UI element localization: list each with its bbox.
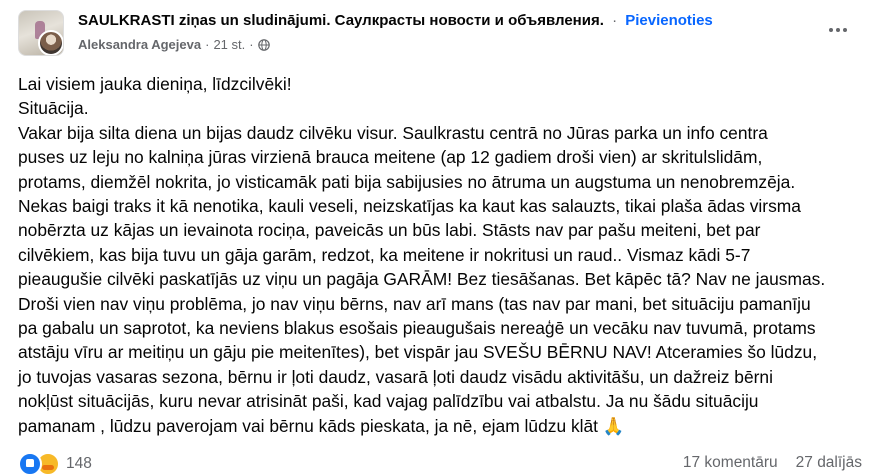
post-text-line: cilvēkiem, kas bija tuvu un gāja garām, redzot, ka meitene ir nokritusi un raud.. Vismaz kādi 5-7 — [18, 244, 751, 265]
group-title-line — [78, 12, 713, 29]
author-avatar[interactable] — [38, 30, 64, 56]
post-text-line: pieaugušie cilvēki paskatījās uz viņu un pagāja GARĀM! Bez tiesāšanas. Bet kāpēc tā? Nav ne jausmas. — [18, 269, 826, 290]
post-time-link[interactable]: 21 st. — [213, 37, 246, 52]
post-text-line: Droši vien nav viņu problēma, jo nav viņu bērns, nav arī mans (tas nav par mani, bet situāciju pamanīju — [18, 293, 811, 314]
post-text-line: nokļūst situācijās, kuru nevar atrisināt paši, kad vajag palīdzību vai atbalstu. Ja nu šādu situāciju — [18, 391, 759, 412]
shares-count-link[interactable]: 27 dalījās — [795, 454, 862, 471]
post-body — [18, 72, 858, 438]
post-text-line: jo tuvojas vasaras sezona, bērnu ir ļoti daudz, vasarā ļoti daudz visādu aktivitāšu, un dažreiz bērni — [18, 366, 773, 387]
group-avatar[interactable] — [18, 10, 64, 56]
post-text-line: Situācija. — [18, 98, 89, 119]
group-name-link[interactable]: SAULKRASTI ziņas un sludinājumi. Саулкрасты новости и объявления. — [78, 12, 604, 29]
join-group-link[interactable]: Pievienoties — [625, 12, 713, 29]
engagement-stats — [683, 454, 862, 472]
separator-dot: · — [612, 12, 618, 29]
post-text-line: Vakar bija silta diena un bijas daudz cilvēku visur. Saulkrastu centrā no Jūras parka un info centra — [18, 122, 768, 143]
like-icon — [18, 452, 42, 476]
post-text-line: Lai visiem jauka dieniņa, līdzcilvēki! — [18, 74, 292, 94]
post-text-line: atstāju vīru ar meitiņu un gāju pie meitenītes), bet vispār jau SVEŠU BĒRNU NAV! Atceramies šo lūdzu, — [18, 342, 818, 363]
author-name-link[interactable]: Aleksandra Agejeva — [78, 37, 202, 52]
post-text-line: pamanam , lūdzu paverojam vai bērnu kāds pieskata, ja nē, ejam lūdzu klāt 🙏 — [18, 415, 625, 436]
post-text-line: nobērzta uz kājas un ievainota rociņa, paveicās un būs labi. Stāsts nav par pašu meiteni, bet par — [18, 220, 761, 241]
meta-separator: · — [249, 37, 254, 52]
comments-count-link[interactable]: 17 komentāru — [682, 454, 778, 471]
post-text-line: protams, diemžēl nokrita, jo visticamāk pati bija sabijusies no ātruma un augstuma un nenobremzēja. — [18, 171, 796, 192]
post-header — [18, 8, 858, 56]
post-text-line: pa gabalu un saprotot, ka neviens blakus esošais pieaugušais nereaģē un vecāku nav tuvumā, protams — [18, 318, 816, 339]
reactions-summary[interactable] — [18, 452, 92, 476]
post-footer — [18, 450, 862, 474]
more-options-button[interactable] — [822, 16, 854, 44]
post-text-line: Nekas baigi traks it kā nenotika, kauli veseli, neizskatījas ka kaut kas salauzts, tikai plaša ādas virsma — [18, 196, 801, 217]
meta-separator: · — [205, 37, 210, 52]
globe-icon — [258, 39, 270, 51]
post-meta — [78, 37, 270, 52]
reaction-count: 148 — [66, 455, 92, 472]
post-text-line: puses uz leju no kalniņa jūras virzienā brauca meitene (ap 12 gadiem droši vien) ar skritulslidām, — [18, 147, 763, 168]
more-icon — [829, 28, 833, 32]
